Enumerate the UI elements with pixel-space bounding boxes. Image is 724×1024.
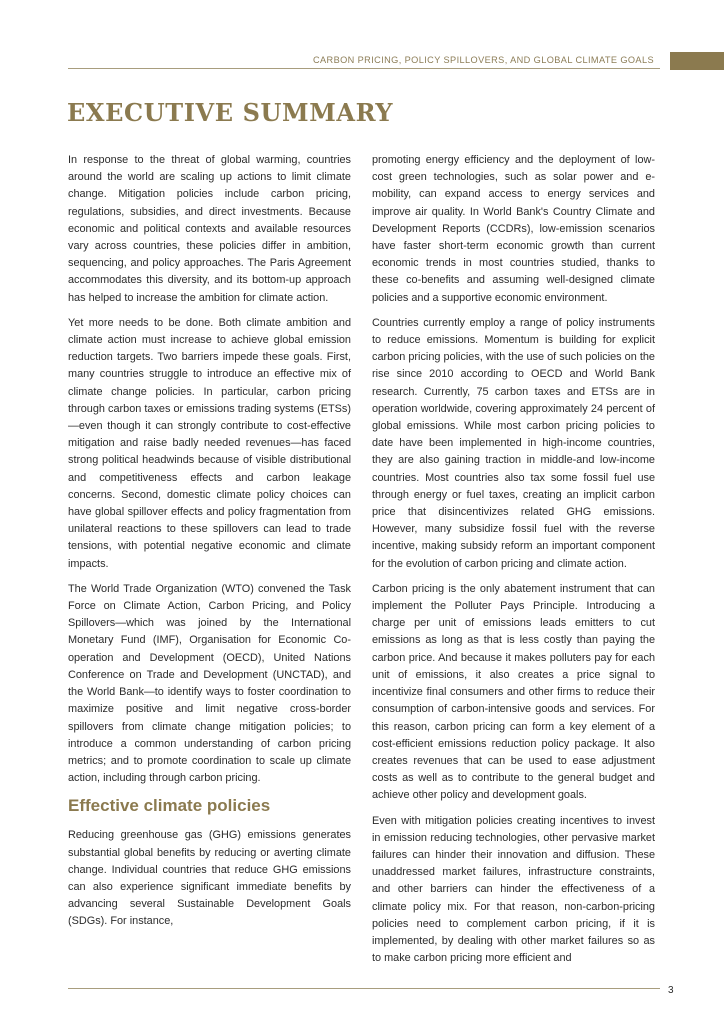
header-rule: [68, 68, 660, 69]
paragraph: Yet more needs to be done. Both climate ambition and climate action must increase to achieve global emission reduction targets. Two barriers impede these goals. First, many countries struggle to introduce an effective mix of climate change policies. In particular, carbon pricing through carbon taxes or emissions trading systems (ETSs)—even though it can strongly contribute to cost-effective mitigation and raise badly needed revenues—has faced strong political headwinds because of visible distributional and competitiveness effects and carbon leakage concerns. Second, domestic climate policy choices can have global spillover effects and policy fragmentation from unilateral reactions to these spillovers can lead to trade tensions, with potential negative economic and climate impacts.: [68, 316, 351, 570]
footer-rule: [68, 988, 660, 989]
paragraph: Reducing greenhouse gas (GHG) emissions generates substantial global benefits by reducing or averting climate change. Individual countries that reduce GHG emissions can also experience significant immediate benefits by advancing several Sustainable Development Goals (SDGs). For instance,: [68, 829, 351, 928]
paragraph: Carbon pricing is the only abatement instrument that can implement the Polluter Pays Principle. Introducing a charge per unit of emissions leads emitters to cut emissions as long as that is less costly than paying the carbon price. And because it makes polluters pay for each unit of emissions, it also creates a price signal to incentivize final consumers and other firms to reduce their consumption of carbon-intensive goods and services. For this reason, carbon pricing can form a key element of a cost-efficient emissions reduction policy package. It also creates revenues that can be used to ease adjustment costs as well as to contribute to the general budget and achieve other policy and development goals.: [372, 582, 655, 802]
paragraph: The World Trade Organization (WTO) convened the Task Force on Climate Action, Carbon Pricing, and Policy Spillovers—which was joined by the International Monetary Fund (IMF), Organisation for Economic Co-operation and Development (OECD), United Nations Conference on Trade and Development (UNCTAD), and the World Bank—to identify ways to foster coordination to maximize positive and limit negative cross-border spillovers from climate change mitigation policies; to introduce a common understanding of carbon pricing metrics; and to promote coordination to scale up climate action, including through carbon pricing.: [68, 582, 351, 785]
header-tab: [670, 52, 724, 70]
page-title: EXECUTIVE SUMMARY: [67, 98, 394, 127]
right-column: [372, 152, 655, 975]
paragraph: promoting energy efficiency and the deployment of low-cost green technologies, such as solar power and e-mobility, can expand access to energy services and improve air quality. In World Bank's Country Climate and Development Reports (CCDRs), low-emission scenarios have faster short-term economic growth than current economic trends in most countries studied, thanks to these co-benefits and assuming well-designed climate policies and a supportive economic environment.: [372, 154, 655, 304]
paragraph: Countries currently employ a range of policy instruments to reduce emissions. Momentum is building for explicit carbon pricing policies, with the use of such policies on the rise since 2010 according to OECD and World Bank research. Currently, 75 carbon taxes and ETSs are in operation worldwide, covering approximately 24 percent of global emissions. While most carbon pricing policies to date have been implemented in high-income countries, they are also gaining traction in middle-and low-income countries. Most countries also tax some fossil fuel use through energy or fuel taxes, creating an implicit carbon price that disincentivizes related GHG emissions. However, many subsidize fossil fuel with the reverse incentive, making subsidy reform an important component for the evolution of carbon pricing and climate action.: [372, 316, 655, 570]
left-column: [68, 152, 351, 939]
section-heading: Effective climate policies: [68, 796, 271, 816]
paragraph: In response to the threat of global warming, countries around the world are scaling up actions to limit climate change. Mitigation policies include carbon pricing, regulations, subsidies, and direct investments. Because economic and political contexts and available resources vary across countries, these policies differ in ambition, sequencing, and policy approaches. The Paris Agreement accommodates this diversity, and its bottom-up approach has helped to increase the ambition for climate action.: [68, 154, 351, 304]
running-header: CARBON PRICING, POLICY SPILLOVERS, AND GLOBAL CLIMATE GOALS: [312, 55, 654, 65]
paragraph: Even with mitigation policies creating incentives to invest in emission reducing technologies, other pervasive market failures can hinder their innovation and diffusion. These unaddressed market failures, infrastructure constraints, and other barriers can hinder the effectiveness of a climate policy mix. For that reason, non-carbon-pricing policies need to complement carbon pricing, if it is implemented, by dealing with other market failures so as to make carbon pricing more efficient and: [372, 814, 655, 965]
page-number: 3: [668, 985, 674, 996]
